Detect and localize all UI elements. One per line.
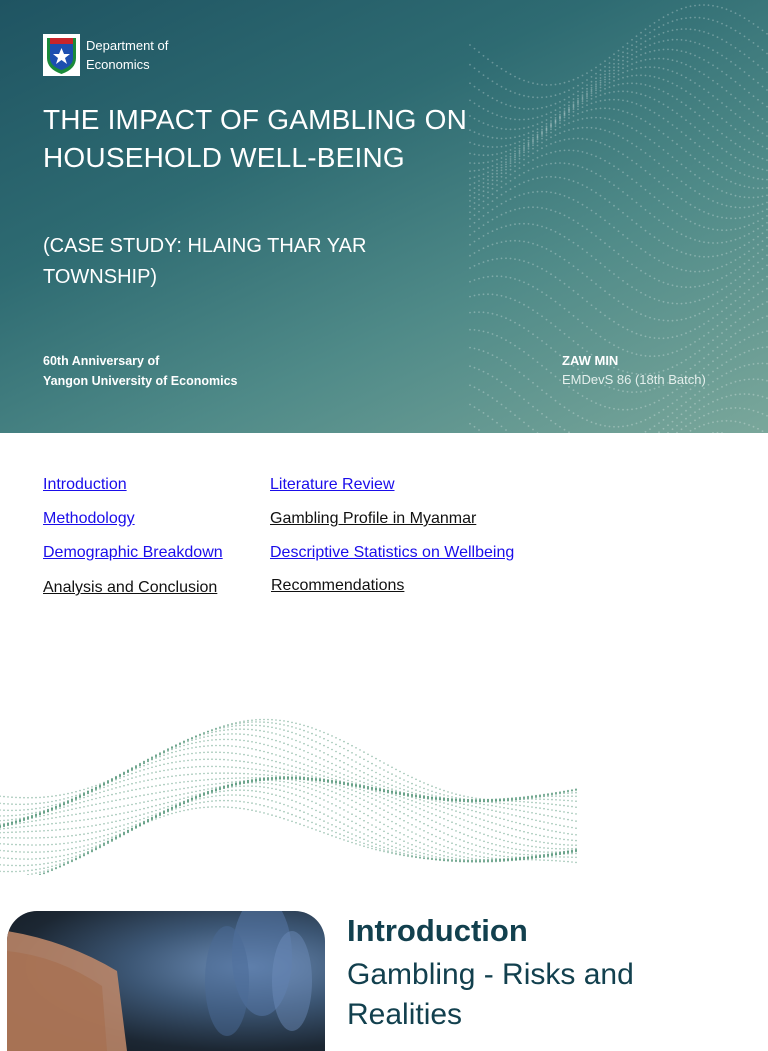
toc-link-introduction[interactable]: Introduction	[43, 475, 127, 495]
author-name: ZAW MIN	[562, 353, 618, 368]
title-slide-banner	[0, 0, 768, 433]
section-subheading: Gambling - Risks and Realities	[347, 955, 747, 1035]
anniversary-line1: 60th Anniversary of	[43, 351, 283, 371]
gambling-chips-photo	[7, 911, 325, 1051]
toc-link-demographic-breakdown[interactable]: Demographic Breakdown	[43, 543, 223, 563]
presentation-subtitle: (CASE STUDY: HLAING THAR YAR TOWNSHIP)	[43, 231, 403, 293]
presentation-title: THE IMPACT OF GAMBLING ON HOUSEHOLD WELL-BEING	[43, 101, 483, 177]
toc-link-descriptive-statistics[interactable]: Descriptive Statistics on Wellbeing	[270, 543, 514, 563]
section-heading-introduction: Introduction	[347, 911, 528, 951]
dotted-wave-decoration	[0, 690, 768, 875]
toc-link-literature-review[interactable]: Literature Review	[270, 475, 395, 495]
toc-link-analysis-conclusion[interactable]: Analysis and Conclusion	[43, 578, 217, 598]
poker-chips-image	[7, 911, 325, 1051]
university-crest-icon	[43, 34, 80, 76]
toc-link-gambling-profile[interactable]: Gambling Profile in Myanmar	[270, 509, 476, 529]
anniversary-note	[43, 351, 283, 391]
toc-link-recommendations[interactable]: Recommendations	[271, 576, 404, 596]
department-logo-block	[43, 34, 186, 76]
author-batch: EMDevS 86 (18th Batch)	[562, 372, 706, 387]
anniversary-line2: Yangon University of Economics	[43, 371, 283, 391]
toc-link-methodology[interactable]: Methodology	[43, 509, 135, 529]
department-label-line1: Department of	[86, 36, 186, 55]
department-label-line2: Economics	[86, 55, 186, 74]
